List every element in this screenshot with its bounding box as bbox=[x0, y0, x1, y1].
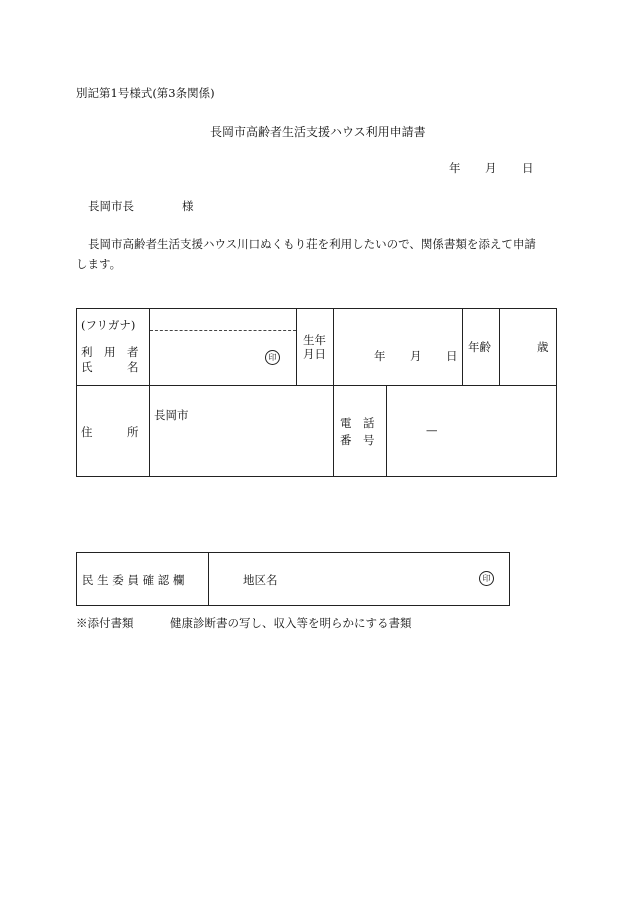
birth-label-2: 月日 bbox=[303, 347, 326, 361]
addressee-name: 長岡市長 bbox=[88, 199, 134, 213]
birth-label-1: 生年 bbox=[303, 333, 326, 347]
furigana-label: (フリガナ) bbox=[81, 318, 136, 332]
user-label: 利 用 者 bbox=[81, 345, 139, 359]
document-title: 長岡市高齢者生活支援ハウス利用申請書 bbox=[210, 125, 426, 139]
district-label: 地区名 bbox=[243, 573, 278, 587]
phone-field[interactable] bbox=[387, 386, 556, 476]
age-unit: 歳 bbox=[537, 340, 549, 354]
seal-icon: 印 bbox=[265, 350, 280, 365]
welfare-commissioner-label: 民 生 委 員 確 認 欄 bbox=[82, 573, 185, 587]
birth-day-label: 日 bbox=[446, 349, 458, 363]
birthdate-field[interactable] bbox=[334, 309, 462, 385]
age-label: 年齢 bbox=[468, 340, 491, 354]
phone-label-2: 番 号 bbox=[340, 433, 375, 447]
body-text-line-1: 長岡市高齢者生活支援ハウス川口ぬくもり荘を利用したいので、関係書類を添えて申請 bbox=[88, 237, 536, 251]
address-value: 長岡市 bbox=[154, 408, 189, 422]
form-number: 別記第1号様式(第3条関係) bbox=[76, 86, 215, 100]
address-field[interactable] bbox=[150, 386, 333, 476]
date-day-label: 日 bbox=[522, 161, 534, 175]
name-label: 氏 名 bbox=[81, 360, 139, 374]
address-label: 住 所 bbox=[81, 425, 139, 439]
birth-year-label: 年 bbox=[374, 349, 386, 363]
addressee-honorific: 様 bbox=[182, 199, 194, 213]
body-text-line-2: します。 bbox=[76, 257, 122, 271]
date-month-label: 月 bbox=[485, 161, 497, 175]
furigana-field[interactable] bbox=[150, 309, 296, 330]
seal-icon: 印 bbox=[479, 571, 494, 586]
attachments-value: 健康診断書の写し、収入等を明らかにする書類 bbox=[170, 616, 412, 630]
phone-separator: — bbox=[426, 423, 438, 437]
date-year-label: 年 bbox=[449, 161, 461, 175]
birth-month-label: 月 bbox=[410, 349, 422, 363]
phone-label-1: 電 話 bbox=[340, 416, 375, 430]
attachments-label: ※添付書類 bbox=[76, 616, 134, 630]
